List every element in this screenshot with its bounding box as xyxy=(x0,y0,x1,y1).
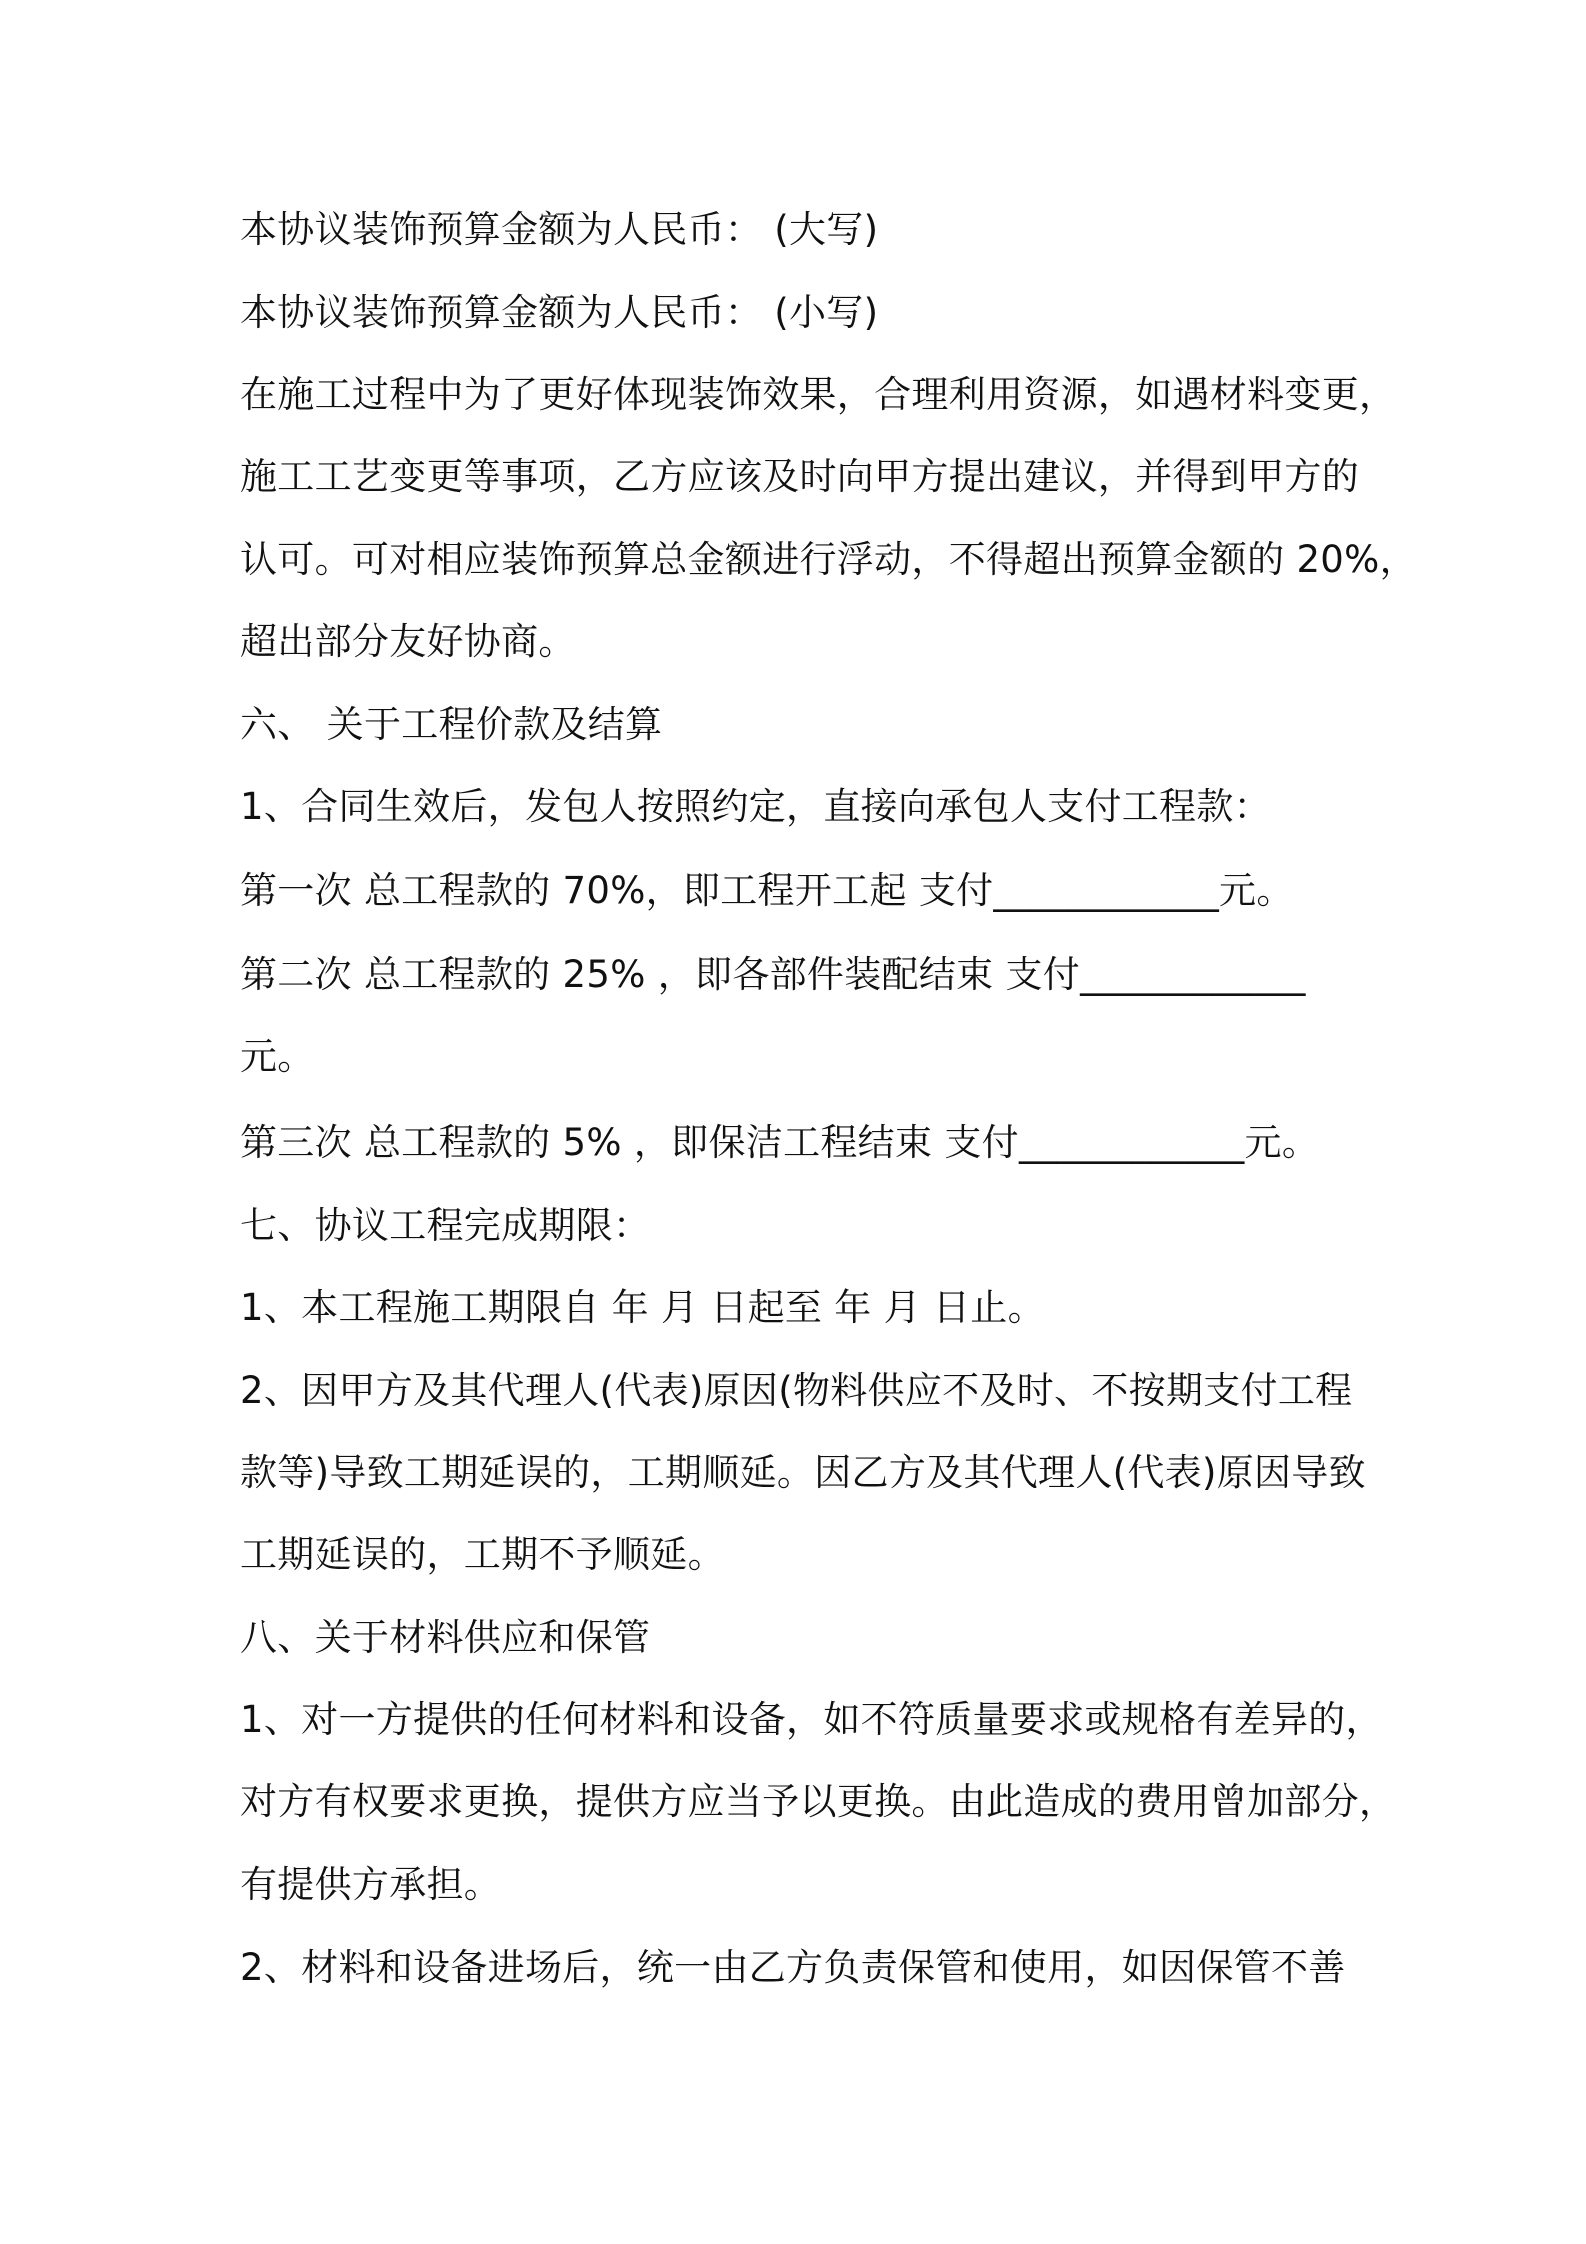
clause-line: 2、因甲方及其代理人(代表)原因(物料供应不及时、不按期支付工程 xyxy=(240,1369,1353,1412)
paragraph-line: 认可。可对相应装饰预算总金额进行浮动，不得超出预算金额的 20%， xyxy=(240,538,1417,581)
paragraph-line: 超出部分友好协商。 xyxy=(240,620,576,663)
clause-line: 有提供方承担。 xyxy=(240,1863,502,1906)
paragraph-line: 在施工过程中为了更好体现装饰效果，合理利用资源，如遇材料变更， xyxy=(240,373,1397,416)
clause-line: 1、本工程施工期限自 年 月 日起至 年 月 日止。 xyxy=(240,1286,1045,1329)
section-heading-8: 八、关于材料供应和保管 xyxy=(240,1616,651,1659)
section-heading-6: 六、 关于工程价款及结算 xyxy=(240,703,663,746)
budget-amount-uppercase: 本协议装饰预算金额为人民币： (大写) xyxy=(240,208,879,251)
payment-second: 第二次 总工程款的 25% ，即各部件装配结束 支付____________ xyxy=(240,953,1306,996)
clause-line: 2、材料和设备进场后，统一由乙方负责保管和使用，如因保管不善 xyxy=(240,1946,1346,1989)
clause-line: 1、合同生效后，发包人按照约定，直接向承包人支付工程款： xyxy=(240,785,1271,828)
clause-line: 1、对一方提供的任何材料和设备，如不符质量要求或规格有差异的， xyxy=(240,1698,1383,1741)
payment-second-unit: 元。 xyxy=(240,1035,315,1078)
paragraph-line: 施工工艺变更等事项，乙方应该及时向甲方提出建议，并得到甲方的 xyxy=(240,455,1359,498)
payment-first: 第一次 总工程款的 70%，即工程开工起 支付____________元。 xyxy=(240,869,1294,912)
budget-amount-lowercase: 本协议装饰预算金额为人民币： (小写) xyxy=(240,291,879,334)
payment-third: 第三次 总工程款的 5% ，即保洁工程结束 支付____________元。 xyxy=(240,1121,1320,1164)
clause-line: 款等)导致工期延误的，工期顺延。因乙方及其代理人(代表)原因导致 xyxy=(240,1451,1366,1494)
section-heading-7: 七、协议工程完成期限： xyxy=(240,1204,651,1247)
clause-line: 对方有权要求更换，提供方应当予以更换。由此造成的费用曾加部分， xyxy=(240,1780,1397,1823)
clause-line: 工期延误的，工期不予顺延。 xyxy=(240,1533,725,1576)
